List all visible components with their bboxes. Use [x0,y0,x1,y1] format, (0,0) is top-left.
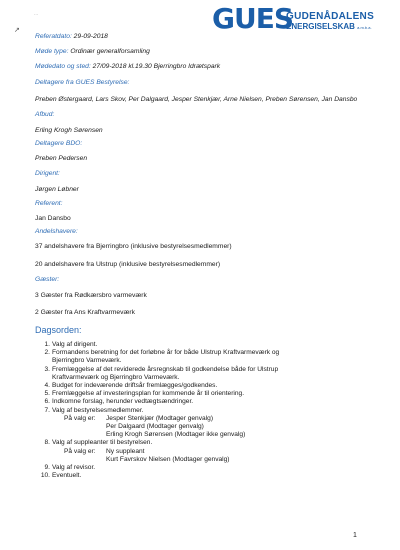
agenda-sub-label: På valg er: [64,447,96,455]
agenda-text: Budget for indeværende driftsår fremlægges/godkendes. [52,382,218,390]
agenda-number: 3. [44,365,50,373]
referent-label: Referent: [35,200,63,207]
agenda-text: Valg af revisor. [52,463,96,471]
company-logo [212,2,388,35]
agenda-number: 7. [44,406,50,414]
meta-value: 29-09-2018 [73,33,108,40]
agenda-item [40,398,370,406]
meta-label: Møde type: [35,48,69,55]
agenda-text: Valg af dirigent. [52,341,98,348]
meta-label: Referatdato: [35,33,72,40]
logo-line-2-suffix: a.m.b.a. [357,25,372,30]
holders-bjerringbro: 37 andelshavere fra Bjerringbro (inklusive bestyrelsesmedlemmer) [35,243,232,250]
agenda-number: 1. [44,341,50,348]
chair-label: Dirigent: [35,170,60,177]
agenda-sub-line [52,423,370,431]
logo-line-2-main: ENERGISELSKAB [286,22,355,31]
meta-meeting-date-place [35,62,220,71]
agenda-number: 9. [44,463,50,471]
guests-ans: 2 Gæster fra Ans Kraftvarmeværk [35,309,135,316]
corner-arrow-icon: ↗ [14,27,20,34]
logo-line-1: GUDENÅDALENS [286,11,375,22]
agenda-text: Valg af suppleanter til bestyrelsen. [52,439,153,447]
agenda-number: 4. [44,382,50,390]
header-tiny-mark: ... [34,11,39,17]
holders-ulstrup: 20 andelshavere fra Ulstrup (inklusive bestyrelsesmedlemmer) [35,261,221,268]
agenda-item [40,341,370,349]
meta-referat-date [35,32,108,41]
agenda-item [40,382,370,390]
agenda-text: Eventuelt. [52,472,82,480]
agenda-number: 2. [44,349,50,357]
agenda-text: Formandens beretning for det forløbne år for både Ulstrup Kraftvarmeværk og [52,349,280,357]
chair-value: Jørgen Løbner [35,186,79,193]
agenda-sub-value: Ny suppleant [106,447,145,455]
referent-value: Jan Dansbo [35,215,71,222]
agenda-text: Indkomne forslag, herunder vedtægtsændringer. [52,398,194,406]
board-label: Deltagere fra GUES Bestyrelse: [35,79,130,86]
meta-label: Mødedato og sted: [35,63,91,70]
agenda-item [40,349,370,365]
agenda-number: 6. [44,398,50,406]
agenda-number: 10. [40,472,50,480]
agenda-item [40,366,370,382]
logo-wordmark: GUES [212,2,294,35]
agenda-number: 8. [44,439,50,447]
meta-value: Ordinær generalforsamling [70,48,150,55]
agenda-item [40,390,370,398]
meta-value: 27/09-2018 kl.19.30 Bjerringbro Idrætspark [92,63,221,70]
agenda-title: Dagsorden: [35,325,82,335]
agenda-sub-line [52,431,370,439]
agenda-text-cont: Bjerringbro Varmeværk. [52,357,122,365]
guests-rodkaersbro: 3 Gæster fra Rødkærsbro varmeværk [35,292,147,299]
logo-line-2 [286,22,372,31]
absent-value: Erling Krogh Sørensen [35,127,103,134]
agenda-text-cont: Kraftvarmeværk og Bjerringbro Varmeværk. [52,373,180,381]
agenda-sub-line [52,415,370,423]
holders-label: Andelshavere: [35,228,78,235]
agenda-item [40,407,370,440]
bdo-label: Deltagere BDO: [35,140,83,147]
agenda-item [40,439,370,464]
meta-meeting-type [35,47,150,56]
agenda-text: Fremlæggelse af det reviderede årsregnskab til godkendelse både for Ulstrup [52,365,279,373]
agenda-sub-line [52,456,370,464]
agenda-text: Fremlæggelse af investeringsplan for kommende år til orientering. [52,390,245,398]
agenda-sub-value: Kurt Favrskov Nielsen (Modtager genvalg) [106,455,230,463]
page-number: 1 [353,532,357,539]
agenda-text: Valg af bestyrelsesmedlemmer. [52,406,144,414]
guests-label: Gæster: [35,276,60,283]
agenda-number: 5. [44,390,50,398]
bdo-value: Preben Pedersen [35,155,88,162]
board-members: Preben Østergaard, Lars Skov, Per Dalgaard, Jesper Stenkjær, Arne Nielsen, Preben Sørensen, Jan Dansbo [35,96,358,103]
absent-label: Afbud: [35,111,55,118]
agenda-sub-value: Erling Krogh Sørensen (Modtager ikke genvalg) [106,431,246,439]
agenda-item [40,464,370,472]
agenda-sub-value: Jesper Stenkjær (Modtager genvalg) [106,414,214,422]
agenda-list [40,341,370,480]
agenda-item [40,472,370,480]
agenda-sub-line [52,448,370,456]
agenda-sub-label: På valg er: [64,414,96,422]
agenda-sub-value: Per Dalgaard (Modtager genvalg) [106,423,204,431]
